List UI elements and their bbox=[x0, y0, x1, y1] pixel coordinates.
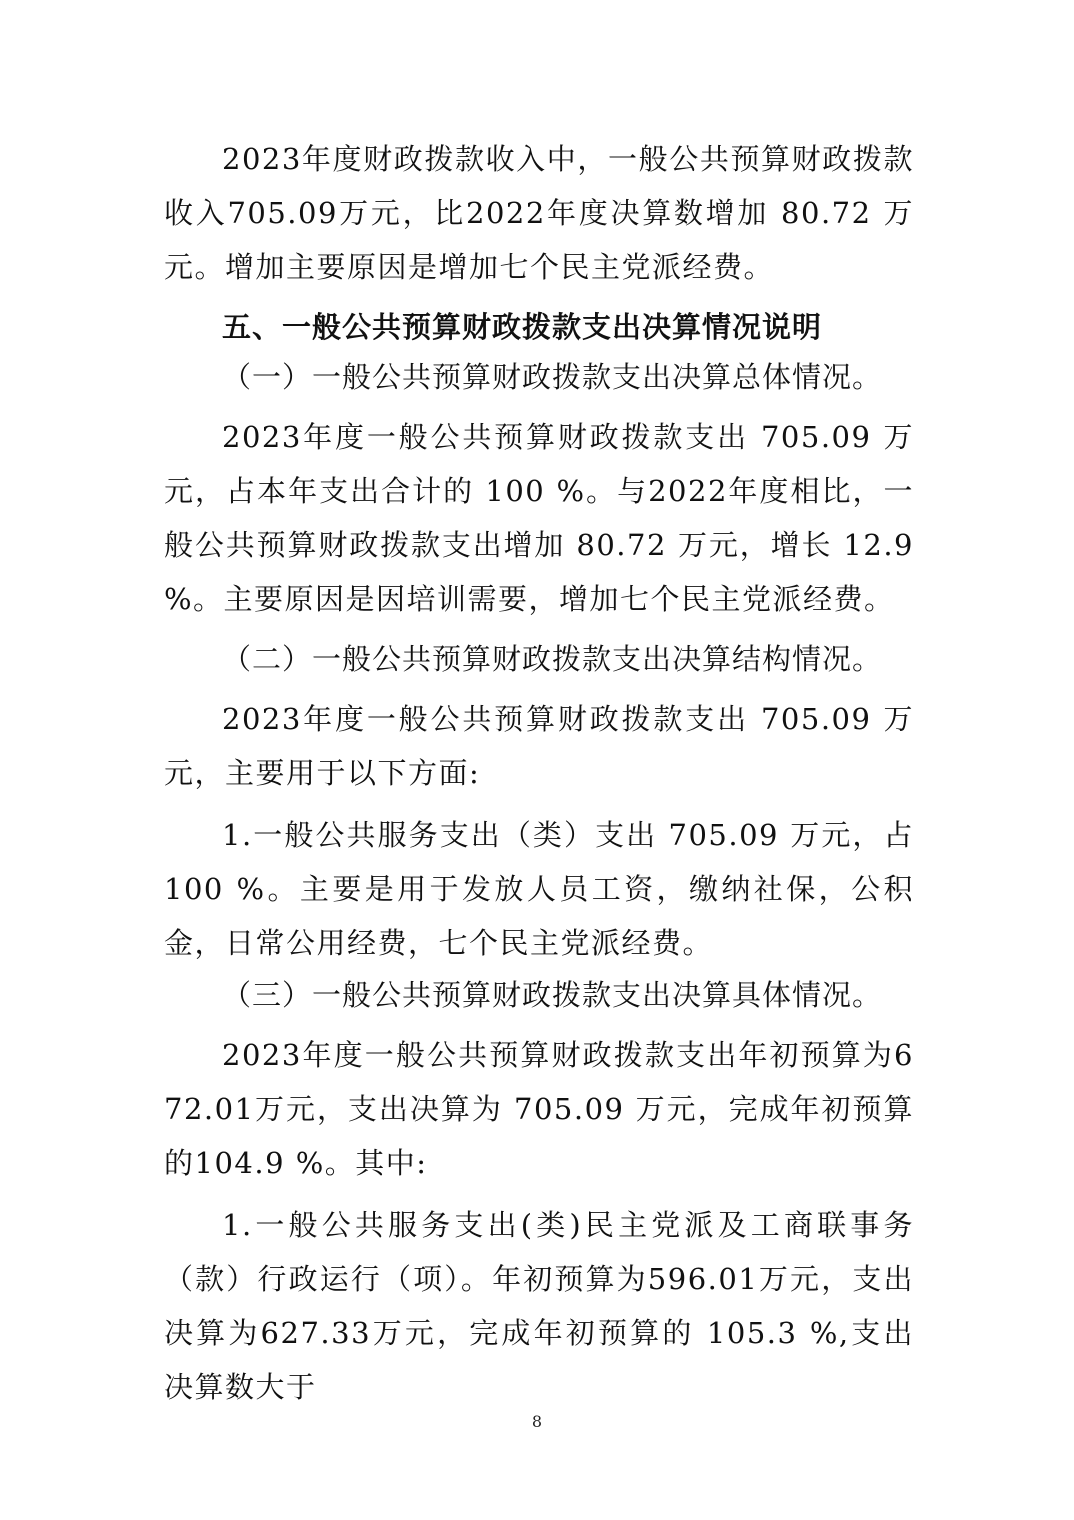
paragraph-structure-intro: 2023年度一般公共预算财政拨款支出 705.09 万元，主要用于以下方面: bbox=[164, 702, 914, 790]
subheading-structure: （二）一般公共预算财政拨款支出决算结构情况。 bbox=[222, 642, 883, 676]
paragraph-budget-completion: 2023年度一般公共预算财政拨款支出年初预算为672.01万元，支出决算为 705.09 万元，完成年初预算的104.9 %。其中: bbox=[164, 1038, 914, 1180]
paragraph-admin-operation: 1.一般公共服务支出(类)民主党派及工商联事务（款）行政运行（项）。年初预算为596.01万元，支出决算为627.33万元，完成年初预算的 105.3 %,支出决算数大于 bbox=[164, 1208, 914, 1404]
paragraph-overall-expenditure: 2023年度一般公共预算财政拨款支出 705.09 万元，占本年支出合计的 100 %。与2022年度相比，一般公共预算财政拨款支出增加 80.72 万元，增长 12.9 %。主要原因是因培训需要，增加七个民主党派经费。 bbox=[164, 420, 914, 616]
section-heading-5: 五、一般公共预算财政拨款支出决算情况说明 bbox=[222, 310, 823, 344]
document-body bbox=[164, 132, 914, 1414]
subheading-overall: （一）一般公共预算财政拨款支出决算总体情况。 bbox=[222, 360, 883, 394]
subheading-details: （三）一般公共预算财政拨款支出决算具体情况。 bbox=[222, 978, 883, 1012]
paragraph-fiscal-income: 2023年度财政拨款收入中，一般公共预算财政拨款收入705.09万元，比2022年度决算数增加 80.72 万元。增加主要原因是增加七个民主党派经费。 bbox=[164, 142, 914, 284]
paragraph-public-service: 1.一般公共服务支出（类）支出 705.09 万元，占100 %。主要是用于发放人员工资，缴纳社保，公积金，日常公用经费，七个民主党派经费。 bbox=[164, 818, 914, 960]
page-number: 8 bbox=[531, 1412, 543, 1431]
